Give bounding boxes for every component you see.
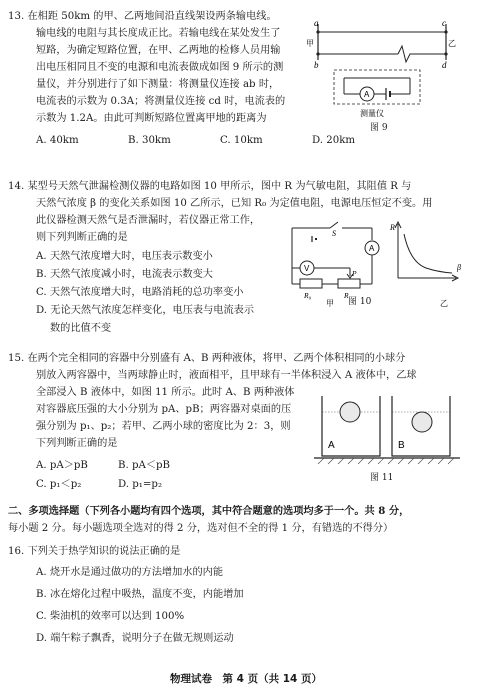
q14-line-4: 则下列判断正确的是: [36, 232, 128, 243]
figure-10: [286, 218, 466, 308]
q16-option-c: C. 柴油机的效率可以达到 100%: [36, 611, 185, 622]
fig10-label-r: R: [344, 291, 349, 300]
q16-option-b: B. 冰在熔化过程中吸热，温度不变，内能增加: [36, 589, 244, 600]
fig11-liquid-a: A: [328, 440, 335, 451]
figure-9-diagram: [306, 20, 456, 132]
fig10-ammeter: A: [369, 244, 375, 253]
figure-9: [306, 20, 456, 132]
fig11-liquid-b: B: [398, 440, 405, 451]
figure-11-caption: 图 11: [370, 473, 394, 483]
figure-11: [314, 392, 464, 483]
figure-11-diagram: [314, 392, 464, 472]
q16-option-d: D. 端午粽子飘香，说明分子在做无规则运动: [36, 633, 234, 644]
q14-option-c: C. 天然气浓度增大时，电路消耗的总功率变小: [36, 287, 244, 298]
q15-line-1: 15. 在两个完全相同的容器中分别盛有 A、B 两种液体，将甲、乙两个体积相同的小球分: [8, 353, 406, 364]
q15-line-2: 别放入两容器中，当两球静止时，液面相平，且甲球有一半体积浸入 A 液体中，乙球: [36, 370, 417, 381]
q15-line-5: 强分别为 p₁、p₂；若甲、乙两小球的密度比为 2：3，则: [36, 421, 291, 432]
fig10-voltmeter: V: [304, 264, 310, 273]
q13-line-2: 输电线的电阻与其长度成正比。若输电线在某处发生了: [36, 28, 281, 39]
q14-option-b: B. 天然气浓度减小时，电流表示数变大: [36, 269, 213, 280]
fig10-label-jia: 甲: [326, 299, 334, 308]
fig9-label-yi: 乙: [448, 39, 456, 48]
q14-line-1: 14. 某型号天然气泄漏检测仪器的电路如图 10 甲所示，图中 R 为气敏电阻，其阻值 R 与: [8, 181, 412, 192]
q14-option-d: D. 无论天然气浓度怎样变化，电压表与电流表示: [36, 305, 255, 316]
fig10-axis-r: R: [390, 223, 395, 232]
fig9-label-b: b: [314, 60, 319, 70]
q13-line-1: 13. 在相距 50km 的甲、乙两地间沿直线架设两条输电线。: [8, 11, 277, 22]
q13-line-7: 示数为 1.2A。由此可判断短路位置离甲地的距离为: [36, 113, 267, 124]
q15-option-d: D. p₁=p₂: [118, 479, 163, 490]
fig10-label-yi: 乙: [440, 299, 448, 308]
q13-line-5: 量仪，并分别进行了如下测量：将测量仪连接 ab 时，: [36, 79, 280, 90]
q13-line-3: 短路，为确定短路位置，在甲、乙两地的检修人员用输: [36, 45, 281, 56]
fig10-axis-beta: β: [457, 263, 461, 272]
q14-line-2: 天然气浓度 β 的变化关系如图 10 乙所示，已知 R₀ 为定值电阻，电源电压恒定不变。用: [36, 198, 433, 209]
q14-option-d-cont: 数的比值不变: [50, 323, 112, 334]
q14-line-3: 此仪器检测天然气是否泄漏时，若仪器正常工作，: [36, 215, 261, 226]
figure-10-caption: 图 10: [348, 297, 372, 307]
fig9-label-jia: 甲: [306, 39, 314, 48]
fig9-ammeter-label: A: [364, 90, 370, 99]
figure-9-caption: 图 9: [370, 123, 388, 133]
q14-option-a: A. 天然气浓度增大时，电压表示数变小: [36, 251, 213, 262]
fig10-label-s: S: [332, 229, 336, 238]
q15-line-6: 下列判断正确的是: [36, 438, 118, 449]
fig9-label-c: c: [442, 20, 446, 28]
page-footer: 物理试卷 第 4 页（共 14 页）: [169, 673, 323, 685]
q13-line-4: 出电压相同且不变的电源和电流表做成如图 9 所示的测: [36, 62, 284, 73]
section2-line-2: 每小题 2 分。每小题选项全选对的得 2 分，选对但不全的得 1 分，有错选的不得分）: [8, 523, 394, 534]
section2-line-1: 二、多项选择题（下列各小题均有四个选项，其中符合题意的选项均多于一个。共 8 分，: [8, 505, 410, 517]
q15-option-b: B. pA＜pB: [118, 460, 171, 471]
fig9-meter-label: 测量仪: [360, 109, 384, 118]
fig10-label-r0: R₀: [304, 291, 312, 300]
q16-option-a: A. 烧开水是通过做功的方法增加水的内能: [36, 567, 224, 578]
q15-option-c: C. p₁＜p₂: [36, 479, 82, 490]
q15-option-a: A. pA＞pB: [36, 460, 88, 471]
q13-line-6: 电流表的示数为 0.3A；将测量仪连接 cd 时，电流表的: [36, 96, 286, 107]
q13-option-c: C. 10km: [220, 135, 263, 146]
fig9-label-a: a: [314, 20, 319, 28]
fig10-label-p: P: [352, 269, 357, 278]
figure-10-diagram: [286, 218, 466, 308]
q15-line-4: 对容器底压强的大小分别为 pA、pB；两容器对桌面的压: [36, 404, 292, 415]
q13-option-b: B. 30km: [128, 135, 171, 146]
q15-line-3: 全部浸入 B 液体中，如图 11 所示。此时 A、B 两种液体: [36, 387, 295, 398]
fig9-label-d: d: [442, 60, 447, 70]
q16-stem: 16. 下列关于热学知识的说法正确的是: [8, 546, 181, 557]
q13-option-d: D. 20km: [312, 135, 356, 146]
q13-option-a: A. 40km: [36, 135, 79, 146]
